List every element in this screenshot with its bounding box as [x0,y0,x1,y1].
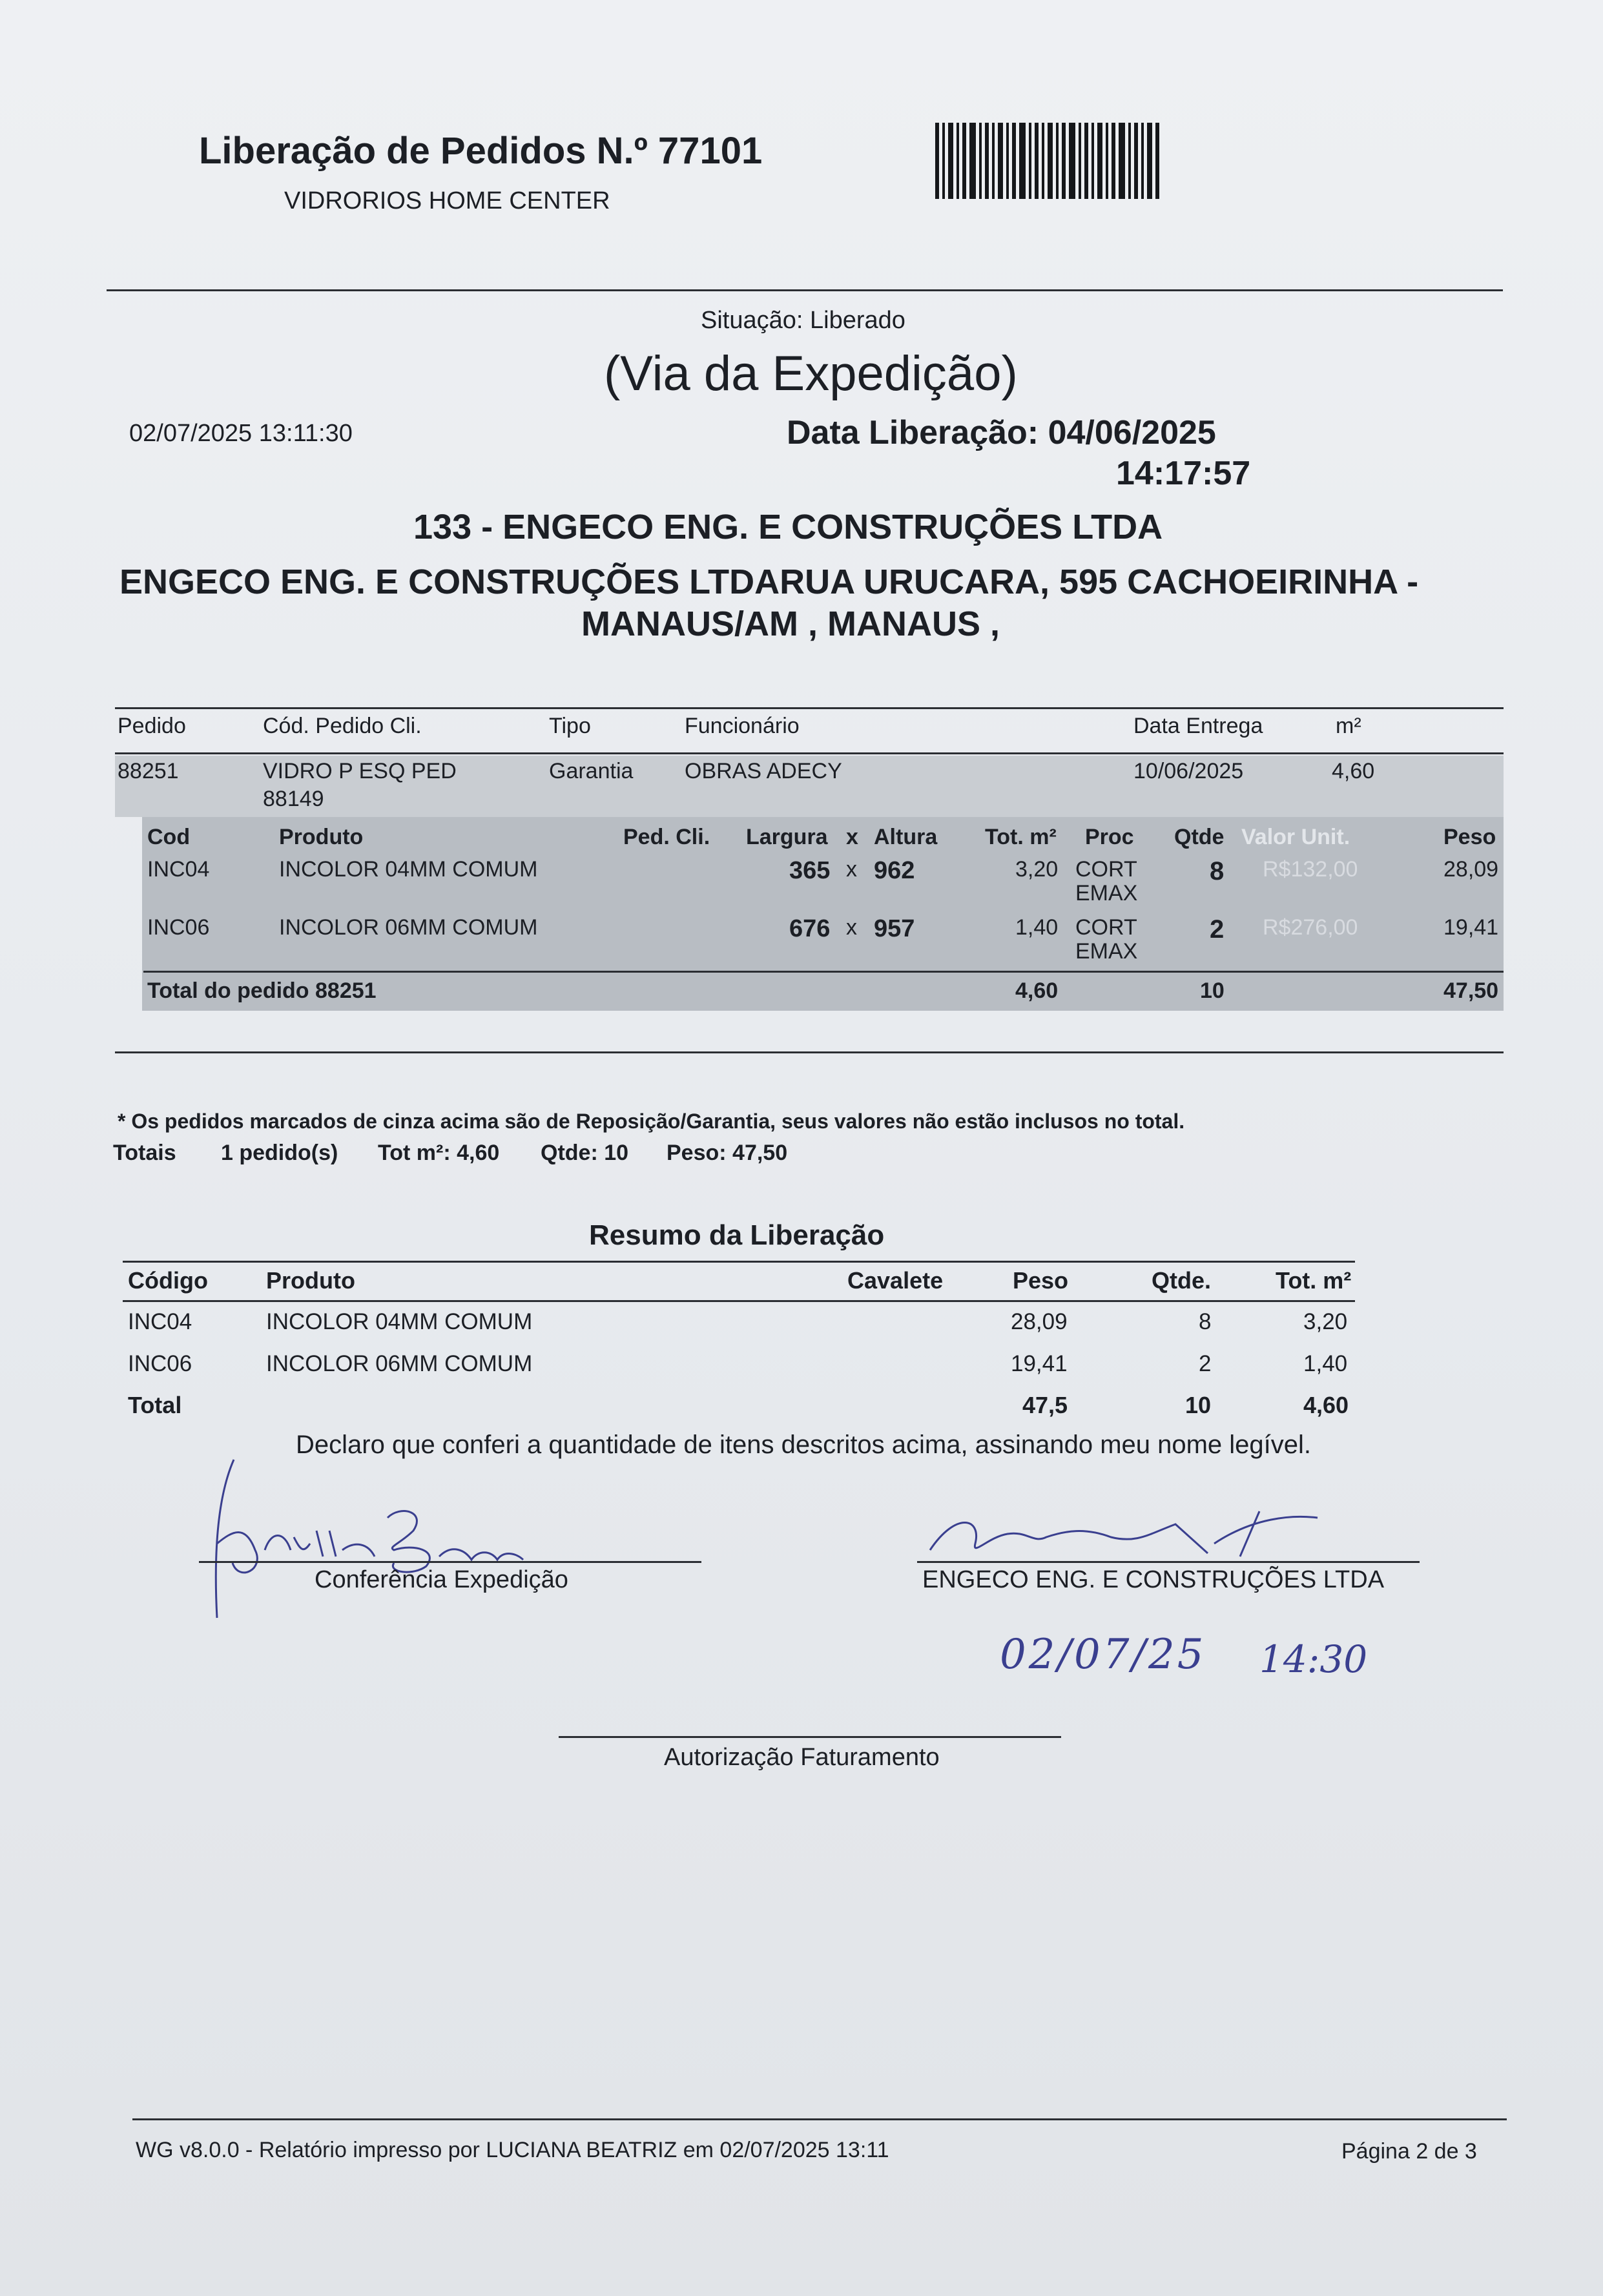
reposicao-note: * Os pedidos marcados de cinza acima são de Reposição/Garantia, seus valores não estão inclusos no total. [118,1110,1185,1133]
item-col-produto: Produto [279,825,364,849]
item-col-ped-cli: Ped. Cli. [623,825,710,849]
label-conferencia-expedicao: Conferência Expedição [315,1566,568,1593]
col-data-entrega: Data Entrega [1133,714,1263,738]
totais-peso: Peso: 47,50 [667,1141,788,1165]
summary-total-label: Total [128,1392,182,1418]
item-col-altura: Altura [874,825,938,849]
item-altura: 962 [874,857,915,884]
item-cod: INC06 [147,915,210,940]
summary-col-produto: Produto [266,1267,355,1294]
item-proc-1: CORT [1075,857,1137,882]
summary-codigo: INC06 [128,1351,192,1376]
summary-col-tot-m2: Tot. m² [1276,1267,1352,1294]
order-total-qtde: 10 [1200,978,1225,1003]
totais-label: Totais [113,1141,176,1165]
item-col-tot-m2: Tot. m² [985,825,1057,849]
summary-title: Resumo da Liberação [589,1219,885,1251]
item-col-proc: Proc [1085,825,1134,849]
handwritten-time: 14:30 [1259,1637,1368,1681]
signature-conferencia-image [194,1453,594,1634]
client-address-line1: ENGECO ENG. E CONSTRUÇÕES LTDARUA URUCARA, 595 CACHOEIRINHA - [119,563,1419,601]
order-data-entrega: 10/06/2025 [1133,759,1244,783]
item-col-valor-unit: Valor Unit. [1241,825,1350,849]
col-m2: m² [1336,714,1361,738]
item-col-peso: Peso [1443,825,1496,849]
summary-qtde: 2 [1199,1351,1212,1376]
summary-tot-m2: 3,20 [1303,1309,1348,1334]
handwritten-date: 02/07/25 [1000,1631,1206,1679]
order-total-label: Total do pedido 88251 [147,978,377,1003]
signature-line-conferencia [199,1561,701,1563]
col-pedido: Pedido [118,714,186,738]
printed-timestamp: 02/07/2025 13:11:30 [129,420,353,447]
summary-qtde: 8 [1199,1309,1212,1334]
item-valor-unit: R$276,00 [1263,915,1358,940]
hora-liberacao: 14:17:57 [1116,455,1251,492]
declaration-text: Declaro que conferi a quantidade de itens descritos acima, assinando meu nome legível. [296,1431,1312,1459]
summary-header-rule [123,1300,1355,1302]
item-qtde: 8 [1210,857,1225,885]
header-divider [107,289,1503,291]
item-produto: INCOLOR 04MM COMUM [279,857,538,882]
summary-total-qtde: 10 [1185,1392,1212,1418]
item-col-qtde: Qtde [1174,825,1225,849]
summary-total-tot-m2: 4,60 [1303,1392,1349,1418]
item-produto: INCOLOR 06MM COMUM [279,915,538,940]
company-name: VIDRORIOS HOME CENTER [284,187,610,214]
order-tipo: Garantia [549,759,634,783]
client-name: 133 - ENGECO ENG. E CONSTRUÇÕES LTDA [413,508,1163,546]
summary-produto: INCOLOR 04MM COMUM [266,1309,533,1334]
item-col-largura: Largura [746,825,828,849]
order-total-m2: 4,60 [1015,978,1059,1003]
order-cod-cli-2: 88149 [263,787,324,811]
order-funcionario: OBRAS ADECY [685,759,842,783]
item-altura: 957 [874,915,915,942]
totais-pedidos: 1 pedido(s) [221,1141,338,1165]
item-tot-m2: 3,20 [1015,857,1059,882]
order-table-header-rule [115,752,1504,754]
summary-col-codigo: Código [128,1267,208,1294]
item-cod: INC04 [147,857,210,882]
item-largura: 365 [789,857,831,884]
footer-page-number: Página 2 de 3 [1341,2139,1477,2164]
order-table-bottom-rule [115,1051,1504,1053]
summary-total-peso: 47,5 [1022,1392,1068,1418]
label-cliente: ENGECO ENG. E CONSTRUÇÕES LTDA [922,1566,1385,1593]
client-address-line2: MANAUS/AM , MANAUS , [581,605,1000,643]
item-peso: 19,41 [1443,915,1499,940]
item-col-x: x [846,825,858,849]
item-x: x [846,915,857,940]
summary-peso: 28,09 [1011,1309,1068,1334]
signature-cliente-image [917,1498,1330,1569]
summary-tot-m2: 1,40 [1303,1351,1348,1376]
order-m2: 4,60 [1332,759,1375,783]
footer-rule [132,2118,1507,2120]
order-pedido: 88251 [118,759,179,783]
item-peso: 28,09 [1443,857,1499,882]
order-total-peso: 47,50 [1443,978,1499,1003]
summary-col-qtde: Qtde. [1152,1267,1212,1294]
summary-col-peso: Peso [1013,1267,1069,1294]
situacao: Situação: Liberado [701,307,905,334]
signature-line-cliente [917,1561,1420,1563]
col-funcionario: Funcionário [685,714,800,738]
item-col-cod: Cod [147,825,191,849]
col-tipo: Tipo [549,714,591,738]
item-proc-2: EMAX [1075,881,1138,905]
barcode [935,123,1184,199]
footer-report: WG v8.0.0 - Relatório impresso por LUCIANA BEATRIZ em 02/07/2025 13:11 [136,2138,889,2162]
totais-m2: Tot m²: 4,60 [378,1141,500,1165]
via-expedicao: (Via da Expedição) [604,346,1018,401]
document-title: Liberação de Pedidos N.º 77101 [199,130,763,172]
item-qtde: 2 [1210,915,1225,944]
summary-col-cavalete: Cavalete [847,1267,944,1294]
data-liberacao: Data Liberação: 04/06/2025 [787,414,1216,451]
summary-top-rule [123,1261,1355,1263]
order-cod-cli-1: VIDRO P ESQ PED [263,759,457,783]
order-table-top-rule [115,707,1504,709]
item-proc-2: EMAX [1075,939,1138,964]
item-proc-1: CORT [1075,915,1137,940]
signature-line-faturamento [559,1736,1061,1738]
summary-peso: 19,41 [1011,1351,1068,1376]
label-autorizacao-faturamento: Autorização Faturamento [664,1744,940,1771]
summary-codigo: INC04 [128,1309,192,1334]
totais-qtde: Qtde: 10 [541,1141,629,1165]
item-valor-unit: R$132,00 [1263,857,1358,882]
order-total-rule [143,971,1504,973]
item-largura: 676 [789,915,831,942]
item-x: x [846,857,857,882]
item-tot-m2: 1,40 [1015,915,1059,940]
col-cod-pedido-cli: Cód. Pedido Cli. [263,714,422,738]
summary-produto: INCOLOR 06MM COMUM [266,1351,533,1376]
